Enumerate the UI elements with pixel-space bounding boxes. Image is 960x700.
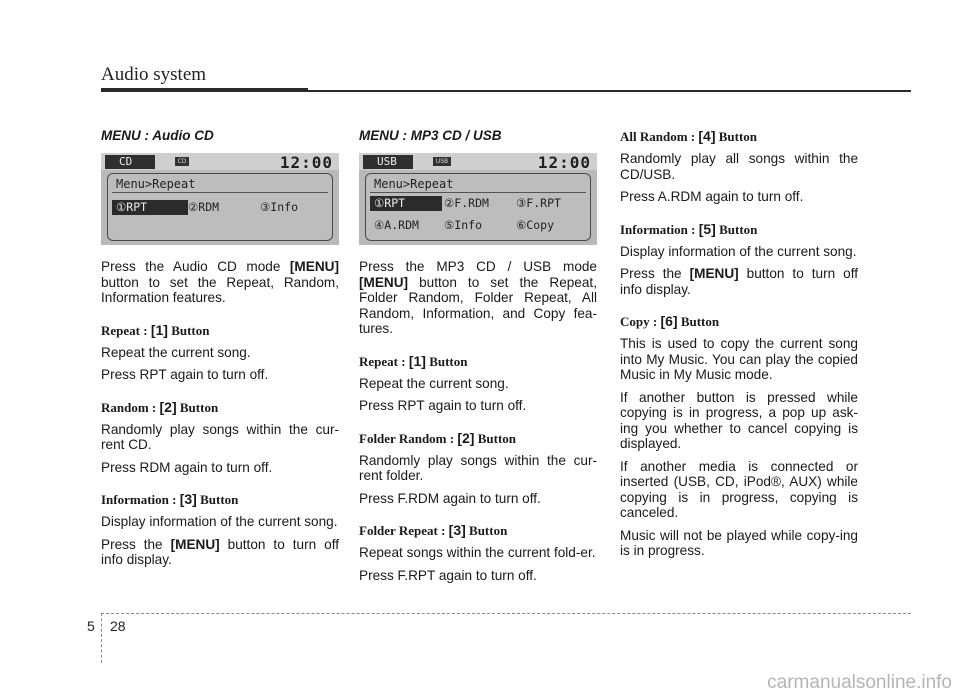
- option-f-rdm[interactable]: ②F.RDM: [444, 196, 489, 210]
- usb-menu-screen: [359, 153, 597, 245]
- copy-no-playback: Music will not be played while copy-ing is in progress.: [620, 527, 858, 558]
- info-desc: Display information of the current song.: [620, 243, 857, 259]
- screen-menu-rule: [370, 192, 586, 193]
- page-number: 28: [110, 618, 126, 634]
- copy-desc: This is used to copy the current song into My Music. You can play the copied Music in My Music mode.: [620, 336, 858, 382]
- screen-clock: 12:00: [279, 153, 333, 172]
- copy-media-cancel: If another media is connected or inserted (USB, CD, iPod®, AUX) while copying is in progress, copying is canceled.: [620, 458, 858, 520]
- option-rdm[interactable]: ②RDM: [188, 200, 220, 214]
- info-off: Press the [MENU] button to turn off info display.: [101, 536, 339, 567]
- folder-random-off: Press F.RDM again to turn off.: [359, 490, 541, 506]
- screen-media-badge: CD: [175, 157, 189, 166]
- folder-repeat-off: Press F.RPT again to turn off.: [359, 567, 537, 583]
- repeat-off: Press RPT again to turn off.: [101, 367, 269, 382]
- header-title: Audio system: [101, 64, 207, 85]
- screen-menu-rule: [112, 192, 328, 193]
- screen-mode-label: CD: [105, 155, 155, 169]
- heading-repeat: Repeat : [1] Button: [101, 321, 210, 338]
- copy-cancel-popup: If another button is pressed while copying is in progress, a pop up ask-ing you whether to cancel copying is displayed.: [620, 389, 858, 451]
- screen-menu-panel: [365, 173, 591, 241]
- option-copy[interactable]: ⑥Copy: [516, 218, 555, 232]
- repeat-desc: Repeat the current song.: [359, 375, 509, 391]
- heading-information: Information : [5] Button: [620, 220, 758, 237]
- screen-mode-label: USB: [363, 155, 413, 169]
- heading-all-random: All Random : [4] Button: [620, 128, 758, 144]
- info-desc: Display information of the current song.: [101, 514, 338, 529]
- section-title: MENU : MP3 CD / USB: [359, 128, 502, 143]
- column-mp3-usb: [359, 128, 597, 590]
- header-rule: [101, 90, 911, 92]
- footer-divider: [101, 613, 102, 663]
- heading-random: Random : [2] Button: [101, 398, 219, 415]
- option-rpt[interactable]: ①RPT: [112, 200, 188, 215]
- watermark[interactable]: carmanualsonline.info: [767, 672, 952, 693]
- info-off: Press the [MENU] button to turn off info display.: [620, 266, 858, 297]
- heading-copy: Copy : [6] Button: [620, 313, 720, 329]
- option-info[interactable]: ③Info: [260, 200, 299, 214]
- screen-menu-panel: [107, 173, 333, 241]
- column-continued: [620, 128, 858, 566]
- random-off: Press RDM again to turn off.: [101, 459, 273, 475]
- option-a-rdm[interactable]: ④A.RDM: [374, 218, 419, 232]
- column-audio-cd: [101, 128, 339, 575]
- screen-media-badge: USB: [433, 157, 451, 166]
- option-rpt[interactable]: ①RPT: [370, 196, 442, 211]
- folder-repeat-desc: Repeat songs within the current fold-er.: [359, 545, 596, 560]
- section-title: MENU : Audio CD: [101, 128, 214, 143]
- intro-paragraph: Press the Audio CD mode [MENU] button to set the Repeat, Random, Information features.: [101, 259, 339, 305]
- repeat-off: Press RPT again to turn off.: [359, 398, 527, 413]
- all-random-desc: Randomly play all songs within the CD/USB.: [620, 151, 858, 182]
- heading-folder-repeat: Folder Repeat : [3] Button: [359, 522, 508, 538]
- heading-information: Information : [3] Button: [101, 491, 239, 507]
- all-random-off: Press A.RDM again to turn off.: [620, 189, 804, 204]
- cd-menu-screen: [101, 153, 339, 245]
- section-number: 5: [87, 618, 95, 634]
- footer-rule: [101, 613, 911, 614]
- folder-random-desc: Randomly play songs within the cur-rent folder.: [359, 452, 597, 483]
- random-desc: Randomly play songs within the cur-rent CD.: [101, 421, 339, 452]
- screen-menu-title: Menu>Repeat: [374, 177, 454, 191]
- heading-folder-random: Folder Random : [2] Button: [359, 429, 517, 446]
- intro-paragraph: Press the MP3 CD / USB mode [MENU] button to set the Repeat, Folder Random, Folder Repeat, All Random, Information, and Copy fea-tures.: [359, 259, 597, 336]
- repeat-desc: Repeat the current song.: [101, 344, 251, 360]
- screen-clock: 12:00: [537, 153, 591, 172]
- option-info[interactable]: ⑤Info: [444, 218, 483, 232]
- heading-repeat: Repeat : [1] Button: [359, 352, 468, 369]
- option-f-rpt[interactable]: ③F.RPT: [516, 196, 561, 210]
- screen-menu-title: Menu>Repeat: [116, 177, 196, 191]
